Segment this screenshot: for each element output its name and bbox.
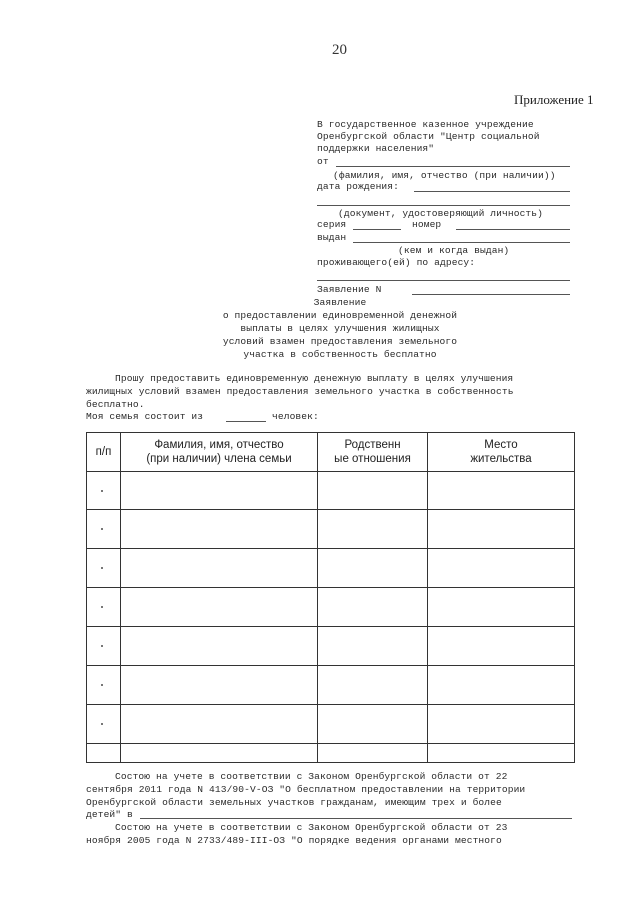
address-label: проживающего(ей) по адресу: [317,257,476,268]
cell-fio[interactable] [121,549,318,588]
issued-label: выдан [317,232,347,243]
table-header-row [87,433,575,472]
cell-fio[interactable] [121,666,318,705]
footer-line-6: ноября 2005 года N 2733/489-III-ОЗ "О порядке ведения органами местного [86,835,502,846]
table-row [87,549,575,588]
title-line-5: участка в собственность бесплатно [243,349,437,360]
issued-hint: (кем и когда выдан) [398,245,510,256]
table-row [87,666,575,705]
header-fio: Фамилия, имя, отчество (при наличии) члена семьи [121,433,318,472]
number-label: номер [412,219,442,230]
footer-authority-underline[interactable] [140,818,572,819]
document-underline[interactable] [317,205,570,206]
recipient-line-1: В государственное казенное учреждение [317,119,534,130]
family-size-input[interactable] [226,421,266,422]
cell-num[interactable] [87,510,121,549]
cell-residence[interactable] [428,549,575,588]
series-underline[interactable] [353,229,401,230]
table-row [87,588,575,627]
header-num: п/п [87,433,121,472]
row-marker [101,567,103,569]
table-row [87,627,575,666]
cell-num[interactable] [87,705,121,744]
cell-relation[interactable] [318,510,428,549]
cell-residence[interactable] [428,472,575,510]
cell-fio[interactable] [121,588,318,627]
cell-num[interactable] [87,472,121,510]
cell-num[interactable] [87,666,121,705]
recipient-line-3: поддержки населения" [317,143,435,154]
row-marker [101,490,103,492]
table-row [87,510,575,549]
cell-residence[interactable] [428,705,575,744]
cell-residence[interactable] [428,588,575,627]
footer-line-3: Оренбургской области земельных участков гражданам, имеющим трех и более [86,797,502,808]
footer-line-2: сентября 2011 года N 413/90-V-ОЗ "О бесплатном предоставлении на территории [86,784,526,795]
title-line-2: о предоставлении единовременной денежной [222,310,458,321]
footer-line-5: Состою на учете в соответствии с Законом Оренбургской области от 23 [115,822,508,833]
number-underline[interactable] [456,229,570,230]
from-label: от [317,156,329,167]
request-line-1: Прошу предоставить единовременную денежную выплату в целях улучшения [115,373,514,384]
cell-num[interactable] [87,744,121,763]
row-marker [101,723,103,725]
header-relation: Родственн ые отношения [318,433,428,472]
document-hint: (документ, удостоверяющий личность) [338,208,544,219]
cell-relation[interactable] [318,705,428,744]
cell-fio[interactable] [121,627,318,666]
family-size-suffix: человек: [272,411,319,422]
title-line-4: условий взамен предоставления земельного [222,336,458,347]
cell-num[interactable] [87,549,121,588]
cell-relation[interactable] [318,627,428,666]
cell-residence[interactable] [428,627,575,666]
cell-relation[interactable] [318,472,428,510]
request-line-3: бесплатно. [86,399,145,410]
from-underline[interactable] [336,166,570,167]
title-line-1: Заявление [313,297,367,308]
cell-residence[interactable] [428,744,575,763]
cell-num[interactable] [87,627,121,666]
cell-num[interactable] [87,588,121,627]
birth-date-label: дата рождения: [317,181,400,192]
application-number-label: Заявление N [317,284,382,295]
cell-fio[interactable] [121,705,318,744]
appendix-label: Приложение 1 [514,92,594,107]
title-line-3: выплаты в целях улучшения жилищных [240,323,440,334]
fio-hint: (фамилия, имя, отчество (при наличии)) [333,170,556,181]
row-marker [101,528,103,530]
table-row [87,472,575,510]
cell-residence[interactable] [428,510,575,549]
series-label: серия [317,219,347,230]
cell-relation[interactable] [318,666,428,705]
page-number: 20 [332,42,347,58]
recipient-line-2: Оренбургской области "Центр социальной [317,131,540,142]
cell-relation[interactable] [318,588,428,627]
cell-residence[interactable] [428,666,575,705]
birth-date-underline[interactable] [414,191,570,192]
cell-fio[interactable] [121,472,318,510]
footer-line-4: детей" в [86,809,133,820]
row-marker [101,645,103,647]
issued-underline[interactable] [353,242,570,243]
footer-line-1: Состою на учете в соответствии с Законом Оренбургской области от 22 [115,771,508,782]
row-marker [101,684,103,686]
cell-fio[interactable] [121,744,318,763]
family-members-table [86,432,575,763]
family-size-prefix: Моя семья состоит из [86,411,204,422]
application-number-underline[interactable] [412,294,570,295]
request-line-2: жилищных условий взамен предоставления земельного участка в собственность [86,386,514,397]
cell-relation[interactable] [318,744,428,763]
table-row [87,705,575,744]
row-marker [101,606,103,608]
table-row [87,744,575,763]
header-residence: Место жительства [428,433,575,472]
address-underline[interactable] [317,280,570,281]
cell-fio[interactable] [121,510,318,549]
cell-relation[interactable] [318,549,428,588]
